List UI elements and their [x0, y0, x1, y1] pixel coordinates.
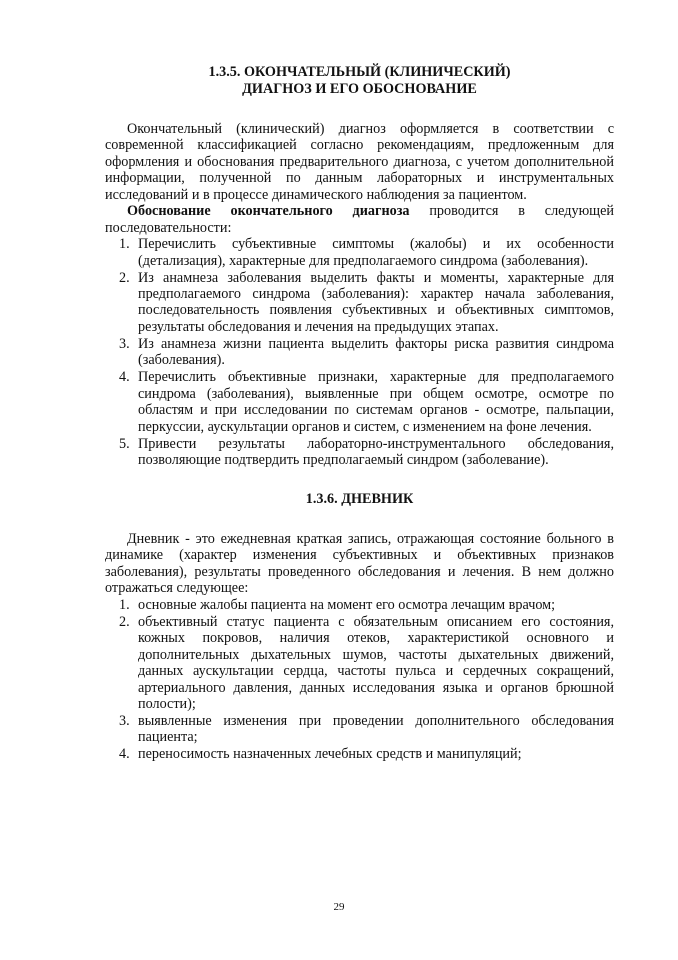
page-number: 29: [333, 901, 345, 913]
list-item: [105, 436, 614, 469]
lead-paragraph: [105, 203, 614, 236]
list-item: [105, 713, 614, 746]
list-item: [105, 336, 614, 369]
item-text: Из анамнеза жизни пациента выделить факторы риска развития синдрома (заболевания).: [138, 335, 614, 369]
intro-paragraph: Дневник - это ежедневная краткая запись, отражающая состояние больного в динамике (характер изменения субъективных и объективных признаков заболевания), результаты проведенного обследования и лечения. В нем должно отражаться следующее:: [105, 531, 614, 597]
item-text: основные жалобы пациента на момент его осмотра лечащим врачом;: [138, 596, 556, 613]
item-number: 2.: [119, 613, 130, 630]
item-number: 3.: [119, 335, 130, 352]
item-number: 5.: [119, 435, 130, 452]
list-item: [105, 597, 614, 613]
section-final-diagnosis: [105, 64, 614, 469]
justification-list: [105, 236, 614, 468]
item-text: выявленные изменения при проведении дополнительного обследования пациента;: [138, 713, 614, 746]
item-text: Из анамнеза заболевания выделить факты и моменты, характерные для предполагаемого синдрома (заболевания): характер начала заболевания, последовательность появления субъективных и объективных симптомов, результаты обследования и лечения на предыдущих этапах.: [138, 269, 614, 335]
list-item: [105, 236, 614, 269]
list-item: [105, 746, 614, 762]
list-item: [105, 369, 614, 435]
lead-bold: Обоснование окончательного диагноза: [127, 203, 410, 220]
diary-list: [105, 597, 614, 763]
item-text: Привести результаты лабораторно-инструментального обследования, позволяющие подтвердить предполагаемый синдром (заболевание).: [138, 435, 614, 469]
document-page: [105, 64, 614, 763]
item-text: Перечислить субъективные симптомы (жалобы) и их особенности (детализация), характерные для предполагаемого синдрома (заболевания).: [138, 236, 614, 269]
item-number: 3.: [119, 713, 130, 729]
lead-rest: проводится в следующей последовательности:: [105, 203, 614, 236]
section-title: [105, 64, 614, 97]
list-item: [105, 614, 614, 713]
item-number: 2.: [119, 269, 130, 286]
title-line-2: ДИАГНОЗ И ЕГО ОБОСНОВАНИЕ: [242, 80, 477, 97]
title-line-1: 1.3.5. ОКОНЧАТЕЛЬНЫЙ (КЛИНИЧЕСКИЙ): [208, 64, 511, 80]
section-diary: [105, 491, 614, 763]
item-number: 4.: [119, 746, 130, 763]
item-text: Перечислить объективные признаки, характерные для предполагаемого синдрома (заболевания), выявленные при общем осмотре, осмотре по областям и при исследовании по системам органов - осмотре, пальпации, перкуссии, аускультации органов и систем, с изменением на фоне лечения.: [138, 369, 614, 435]
item-number: 1.: [119, 236, 130, 253]
item-text: объективный статус пациента с обязательным описанием его состояния, кожных покровов, наличия отеков, характеристикой основного и дополнительных дыхательных шумов, частоты дыхательных движений, данных аускультации сердца, частоты пульса и сердечных сокращений, артериального давления, данных исследования языка и органов брюшной полости);: [138, 613, 614, 713]
item-text: переносимость назначенных лечебных средств и манипуляций;: [138, 746, 522, 763]
item-number: 1.: [119, 596, 130, 613]
section-title: 1.3.6. ДНЕВНИК: [305, 490, 414, 507]
item-number: 4.: [119, 369, 130, 386]
list-item: [105, 270, 614, 336]
intro-paragraph: Окончательный (клинический) диагноз оформляется в соответствии с современной классификацией согласно рекомендациям, предложенным для оформления и обоснования предварительного диагноза, с учетом дополнительной информации, полученной по данным лабораторных и инструментальных исследований и в процессе динамического наблюдения за пациентом.: [105, 121, 614, 203]
